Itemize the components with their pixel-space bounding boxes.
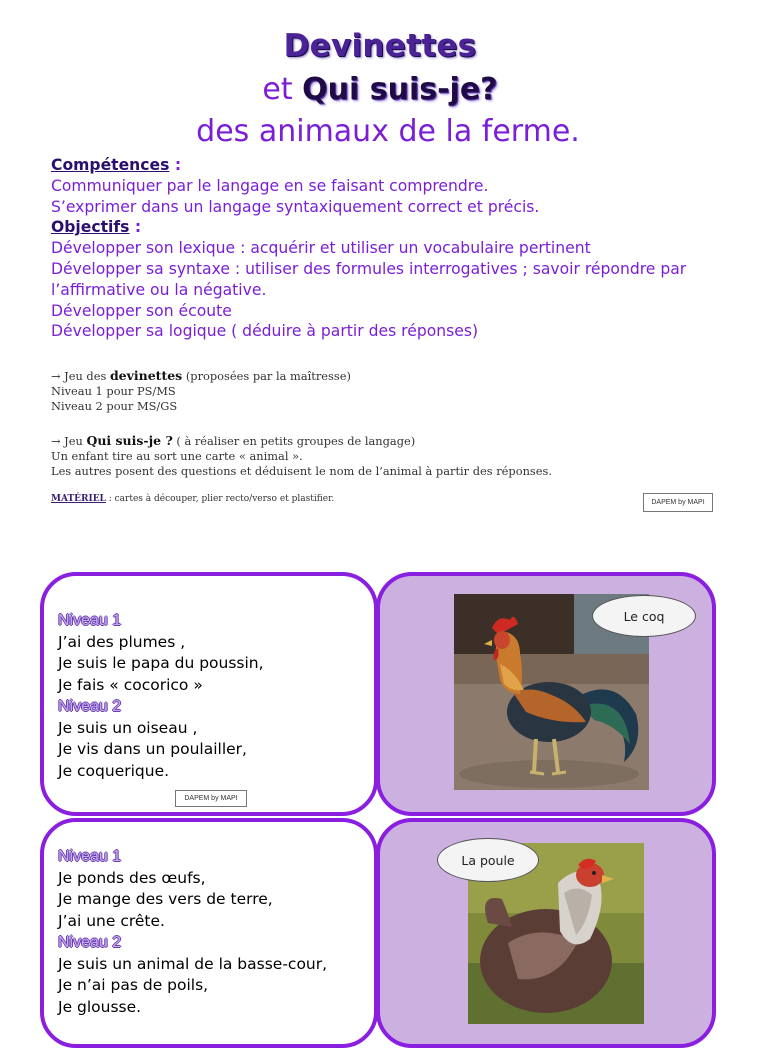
objectif-line: Développer son lexique : acquérir et utiliser un vocabulaire pertinent <box>51 239 591 258</box>
title-et: et <box>262 72 303 107</box>
materiel-line: MATÉRIEL : cartes à découper, plier recto/verso et plastifier. <box>51 494 335 504</box>
title-qui-suis-je-bold: Qui suis-je? <box>302 72 498 107</box>
games-section <box>51 368 651 479</box>
objectif-line: Développer son écoute <box>51 301 232 320</box>
riddle-line: Je suis le papa du poussin, <box>58 654 264 672</box>
riddle-line: Je fais « cocorico » <box>58 675 203 694</box>
competences-heading: Compétences : <box>51 156 182 174</box>
riddle-line: Je vis dans un poulailler, <box>58 740 247 758</box>
riddle-text-poule <box>58 846 358 1018</box>
jeu-devinettes-heading: → Jeu des devinettes (proposées par la maîtresse) <box>51 368 351 383</box>
objectif-line: Développer sa logique ( déduire à partir des réponses) <box>51 322 479 341</box>
riddle-line: J’ai des plumes , <box>58 632 186 651</box>
level-1-label: Niveau 1 <box>58 848 122 865</box>
riddle-line: Je glousse. <box>58 997 142 1016</box>
jeu-qui-suis-je-heading: → Jeu Qui suis-je ? ( à réaliser en petits groupes de langage) <box>51 432 416 448</box>
level-2-label: Niveau 2 <box>58 698 122 715</box>
level-2-label: Niveau 2 <box>58 934 122 951</box>
riddle-text-coq <box>58 610 358 782</box>
credit-badge: DAPEM by MAPI <box>643 493 713 512</box>
riddle-line: Je suis un oiseau , <box>58 718 198 737</box>
goals-section <box>51 155 741 342</box>
competence-line: S’exprimer dans un langage syntaxiquement correct et précis. <box>51 197 540 216</box>
competence-line: Communiquer par le langage en se faisant comprendre. <box>51 176 489 195</box>
jeu-qui-suis-je-line: Un enfant tire au sort une carte « animal ». <box>51 448 303 463</box>
riddle-line: Je n’ai pas de poils, <box>58 976 209 994</box>
jeu-devinettes-line: Niveau 2 pour MS/GS <box>51 399 178 414</box>
jeu-devinettes-line: Niveau 1 pour PS/MS <box>51 384 176 399</box>
answer-bubble-coq: Le coq <box>592 595 696 637</box>
riddle-line: Je mange des vers de terre, <box>58 890 273 908</box>
riddle-line: Je ponds des œufs, <box>58 868 206 887</box>
riddle-line: Je suis un animal de la basse-cour, <box>58 954 328 973</box>
jeu-qui-suis-je-line: Les autres posent des questions et déduisent le nom de l’animal à partir des réponses. <box>51 464 552 479</box>
title-subtitle: des animaux de la ferme. <box>196 114 580 149</box>
title-qui-suis-je <box>0 72 760 107</box>
objectifs-heading: Objectifs : <box>51 218 142 237</box>
answer-bubble-poule: La poule <box>437 838 539 882</box>
riddle-line: Je coquerique. <box>58 761 170 780</box>
objectif-line: Développer sa syntaxe : utiliser des formules interrogatives ; savoir répondre par l’affirmative ou la négative. <box>51 259 687 299</box>
credit-badge: DAPEM by MAPI <box>175 790 247 807</box>
riddle-line: J’ai une crête. <box>58 911 165 930</box>
level-1-label: Niveau 1 <box>58 612 122 629</box>
title-devinettes: Devinettes <box>283 28 477 64</box>
